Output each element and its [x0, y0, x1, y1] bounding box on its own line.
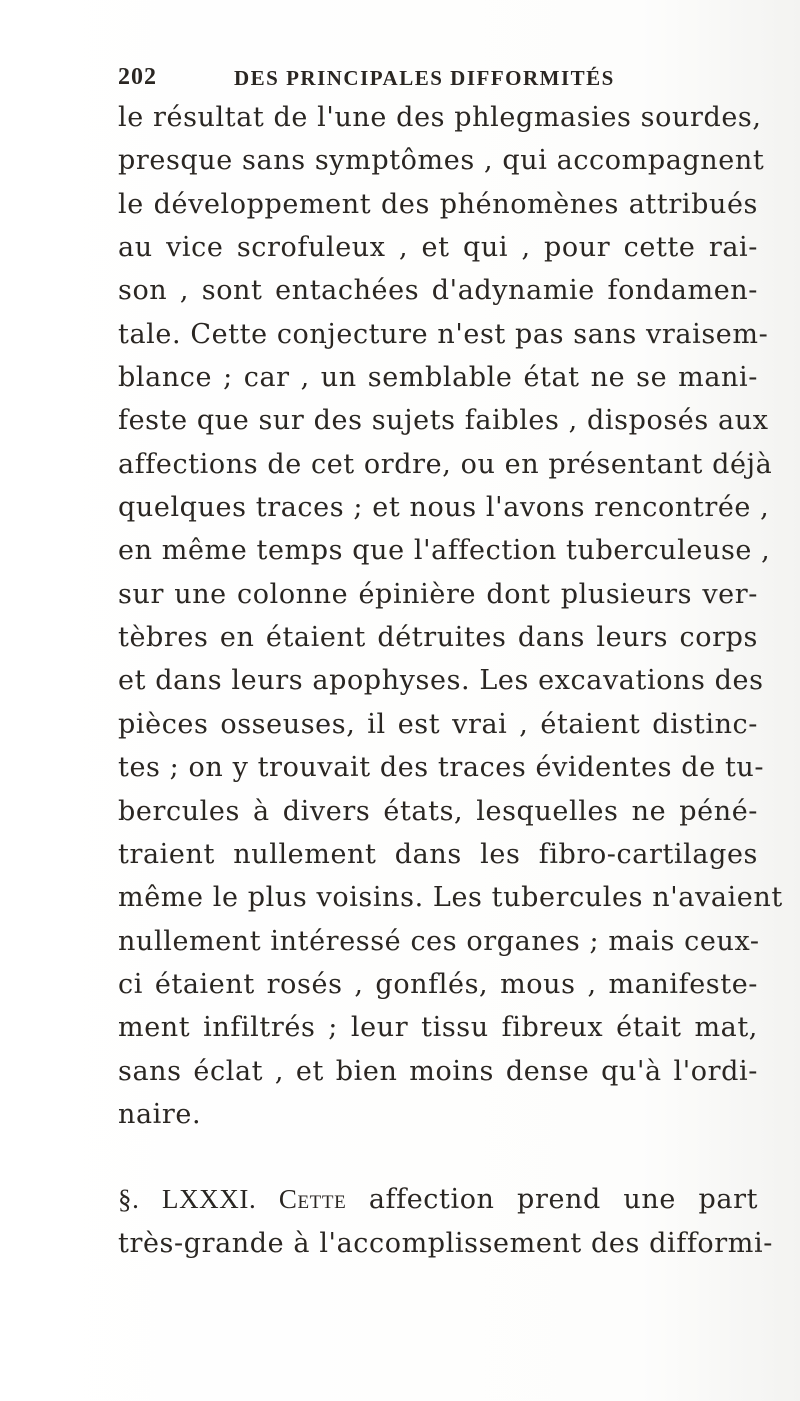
text-line: ci étaient rosés , gonflés, mous , manifeste-	[118, 968, 758, 1000]
section-heading-line	[118, 1178, 758, 1221]
text-line: affections de cet ordre, ou en présentant déjà	[118, 448, 773, 480]
text-line: sans éclat , et bien moins dense qu'à l'ordi-	[118, 1055, 758, 1087]
text-line: en même temps que l'affection tuberculeuse ,	[118, 535, 771, 567]
paragraph-gap	[118, 1136, 758, 1178]
text-line: quelques traces ; et nous l'avons rencontrée ,	[118, 492, 770, 524]
text-line: tale. Cette conjecture n'est pas sans vraisem-	[118, 318, 769, 350]
body-text	[118, 96, 783, 1265]
text-line: pièces osseuses, il est vrai , étaient distinc-	[118, 708, 758, 740]
page-header	[118, 64, 718, 94]
section-line1-rest: affection prend une part	[368, 1184, 759, 1216]
text-line: naire.	[118, 1098, 202, 1130]
section-number: LXXXI.	[161, 1184, 257, 1215]
text-line: tèbres en étaient détruites dans leurs corps	[118, 622, 758, 654]
running-head: DES PRINCIPALES DIFFORMITÉS	[234, 66, 615, 90]
section-line-2: très-grande à l'accomplissement des difformi-	[118, 1227, 773, 1259]
text-line: bercules à divers états, lesquelles ne péné-	[118, 795, 758, 827]
text-line: le développement des phénomènes attribués	[118, 188, 758, 220]
text-line: sur une colonne épinière dont plusieurs ver-	[118, 578, 758, 610]
text-line: nullement intéressé ces organes ; mais ceux-	[118, 925, 760, 957]
page-number: 202	[118, 64, 157, 90]
paragraph	[118, 96, 783, 1136]
text-line: son , sont entachées d'adynamie fondamen-	[118, 275, 758, 307]
text-line: feste que sur des sujets faibles , disposés aux	[118, 405, 769, 437]
text-line: même le plus voisins. Les tubercules n'avaient	[118, 882, 783, 914]
text-line: au vice scrofuleux , et qui , pour cette rai-	[118, 232, 758, 264]
text-line: et dans leurs apophyses. Les excavations des	[118, 665, 764, 697]
section-first-word: Cette	[278, 1184, 347, 1215]
text-line: ment infiltrés ; leur tissu fibreux était mat,	[118, 1012, 758, 1044]
text-line: le résultat de l'une des phlegmasies sourdes,	[118, 102, 762, 133]
text-line: traient nullement dans les fibro-cartilages	[118, 838, 758, 870]
section-mark: §.	[118, 1184, 140, 1215]
text-line: blance ; car , un semblable état ne se mani-	[118, 362, 758, 394]
text-line: presque sans symptômes , qui accompagnent	[118, 145, 765, 177]
text-line: tes ; on y trouvait des traces évidentes de tu-	[118, 752, 765, 784]
